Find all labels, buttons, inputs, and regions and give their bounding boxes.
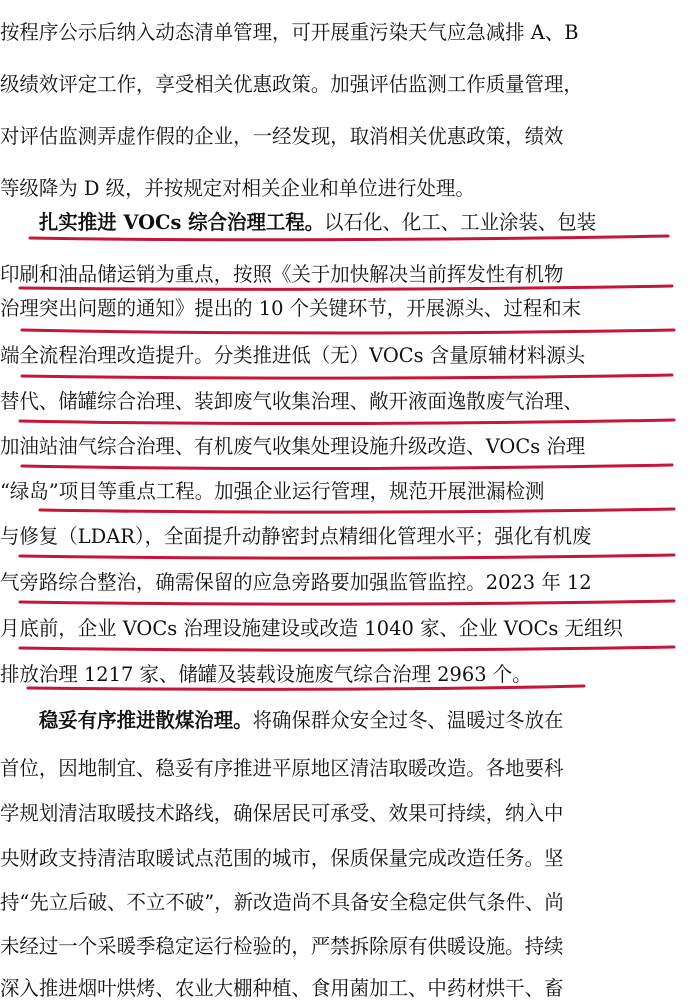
text-line bbox=[0, 884, 680, 920]
text-line bbox=[0, 66, 680, 102]
text-line bbox=[0, 750, 680, 786]
text-line bbox=[0, 970, 680, 1006]
section-heading-coal: 稳妥有序推进散煤治理。 bbox=[38, 708, 253, 732]
text-line bbox=[0, 928, 680, 964]
line-text: “绿岛”项目等重点工程。加强企业运行管理，规范开展泄漏检测 bbox=[0, 479, 545, 503]
line-text: 与修复（LDAR），全面提升动静密封点精细化管理水平；强化有机废 bbox=[0, 524, 592, 548]
line-text: 将确保群众安全过冬、温暖过冬放在 bbox=[252, 708, 564, 732]
underline-stroke bbox=[22, 465, 672, 469]
text-line bbox=[0, 564, 680, 600]
text-line bbox=[0, 518, 680, 554]
line-text: 对评估监测弄虚作假的企业，一经发现，取消相关优惠政策，绩效 bbox=[0, 124, 564, 148]
line-text: 治理突出问题的通知》提出的 10 个关键环节，开展源头、过程和末 bbox=[0, 296, 582, 320]
text-line bbox=[0, 428, 680, 464]
underline-stroke bbox=[20, 555, 674, 558]
line-text: 学规划清洁取暖技术路线，确保居民可承受、效果可持续，纳入中 bbox=[0, 801, 564, 825]
line-text: 等级降为 D 级，并按规定对相关企业和单位进行处理。 bbox=[0, 176, 475, 200]
underline-stroke bbox=[20, 420, 674, 424]
line-text: 排放治理 1217 家、储罐及装载设施废气综合治理 2963 个。 bbox=[0, 662, 532, 686]
line-text: 印刷和油品储运销为重点，按照《关于加快解决当前挥发性有机物 bbox=[0, 262, 564, 286]
line-text: 替代、储罐综合治理、装卸废气收集治理、敞开液面逸散废气治理、 bbox=[0, 389, 583, 413]
text-line bbox=[0, 256, 680, 292]
line-text: 以石化、化工、工业涂装、包装 bbox=[324, 210, 597, 234]
line-text: 级绩效评定工作，享受相关优惠政策。加强评估监测工作质量管理， bbox=[0, 72, 583, 96]
text-line bbox=[0, 170, 680, 206]
text-line bbox=[0, 840, 680, 876]
paragraph-heading-line bbox=[0, 702, 680, 738]
text-line bbox=[0, 290, 680, 326]
underline-stroke bbox=[40, 509, 674, 512]
underline-stroke bbox=[22, 375, 672, 378]
line-text: 加油站油气综合治理、有机废气收集处理设施升级改造、VOCs 治理 bbox=[0, 434, 586, 458]
text-line bbox=[0, 656, 680, 692]
line-text: 首位，因地制宜、稳妥有序推进平原地区清洁取暖改造。各地要科 bbox=[0, 756, 564, 780]
paragraph-heading-line bbox=[0, 204, 680, 240]
text-line bbox=[0, 795, 680, 831]
line-text: 气旁路综合整治，确需保留的应急旁路要加强监管监控。2023 年 12 bbox=[0, 570, 592, 594]
text-line bbox=[0, 118, 680, 154]
underline-stroke bbox=[20, 601, 674, 604]
text-line bbox=[0, 337, 680, 373]
line-text: 未经过一个采暖季稳定运行检验的，严禁拆除原有供暖设施。持续 bbox=[0, 934, 564, 958]
line-text: 端全流程治理改造提升。分类推进低（无）VOCs 含量原辅材料源头 bbox=[0, 343, 586, 367]
line-text: 深入推进烟叶烘烤、农业大棚种植、食用菌加工、中药材烘干、畜 bbox=[0, 976, 564, 1000]
text-line bbox=[0, 383, 680, 419]
text-line bbox=[0, 14, 680, 50]
text-line bbox=[0, 473, 680, 509]
line-text: 持“先立后破、不立不破”，新改造尚不具备安全稳定供气条件、尚 bbox=[0, 890, 564, 914]
line-text: 月底前，企业 VOCs 治理设施建设或改造 1040 家、企业 VOCs 无组织 bbox=[0, 616, 623, 640]
underline-stroke bbox=[20, 647, 674, 650]
line-text: 按程序公示后纳入动态清单管理，可开展重污染天气应急减排 A、B bbox=[0, 20, 579, 44]
text-line bbox=[0, 610, 680, 646]
line-text: 央财政支持清洁取暖试点范围的城市，保质保量完成改造任务。坚 bbox=[0, 846, 564, 870]
underline-stroke bbox=[22, 330, 674, 333]
section-heading-vocs: 扎实推进 VOCs 综合治理工程。 bbox=[38, 210, 325, 234]
